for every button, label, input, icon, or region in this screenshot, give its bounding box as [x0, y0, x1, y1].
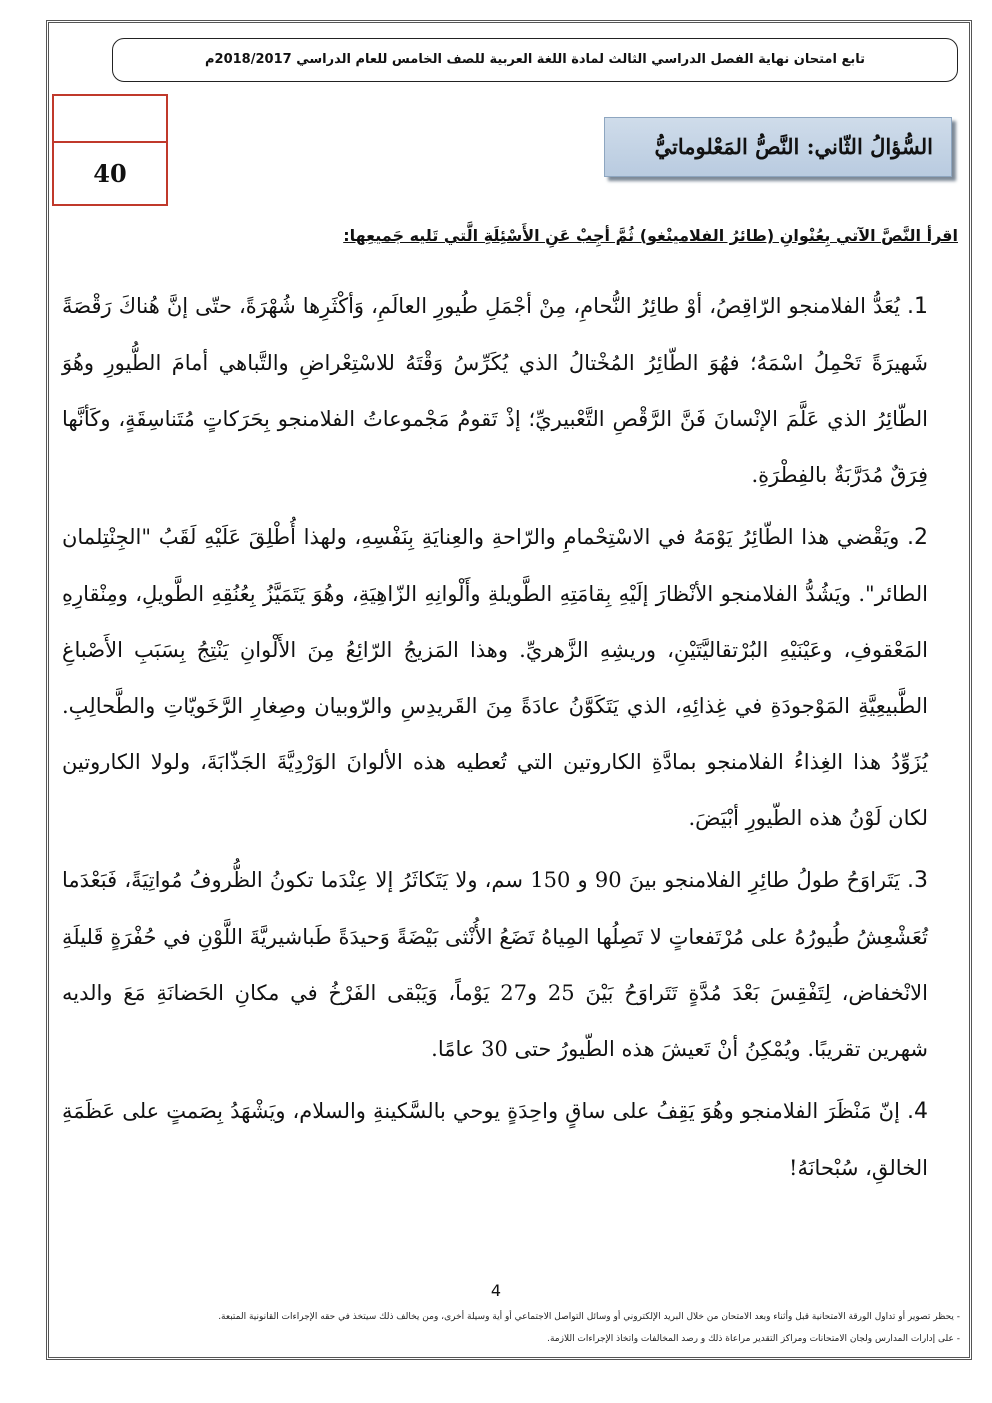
paragraph-number: 2.	[906, 525, 928, 550]
score-max: 40	[93, 159, 127, 188]
score-box-divider	[54, 141, 166, 143]
paragraph-text: ويَقْضي هذا الطّائِرُ يَوْمَهُ في الاسْتِحْمامِ والرّاحةِ والعِنايَةِ بِنَفْسِهِ، ولهذا أُطْلِقَ عَلَيْهِ لَقَبُ "الجِنْتِلمان الطائر". ويَشُدُّ الفلامنجو الأنْظارَ إلَيْهِ بِقامَتِهِ الطَّويلةِ وأَلْوانِهِ الزّاهِيَةِ، وهُوَ يَتَمَيَّزُ بِعُنُقِهِ الطَّويلِ، ومِنْقارِهِ المَعْقوفِ، وعَيْنَيْهِ البُرْتقاليَّتَيْنِ، وريشِهِ الزَّهريِّ. وهذا المَزيجُ الرّائِعُ مِنَ الأَلْوانِ يَنْتِجُ بِسَبَبِ الأَصْباغِ الطَّبيعِيَّةِ المَوْجودَةِ في غِذائِهِ، الذي يَتَكَوَّنُ عادَةً مِنَ القَريدِسِ والرّوبيان وصِغارِ الرَّخَويّاتِ والطَّحالِبِ. يُزَوِّدُ هذا الغِذاءُ الفلامنجو بمادَّةِ الكاروتين التي تُعطيه هذه الألوانَ الوَرْدِيَّةَ الجَذّابَةَ، ولولا الكاروتين لكان لَوْنُ هذه الطّيورِ أبْيَضَ.	[62, 525, 928, 830]
paragraph-text: يَتَراوَحُ طولُ طائِرِ الفلامنجو بينَ 90 و 150 سم، ولا يَتَكاثَرُ إلا عِنْدَما تكونُ الظُّروفُ مُواتِيَةً، فَبَعْدَما تُعَشْعِشُ طُيورُهُ على مُرْتَفعاتٍ لا تَصِلُها المِياهُ تَضَعُ الأُنْثى بَيْضَةً وَحيدَةً طَباشيريَّةَ اللَّوْنِ في حُفْرَةٍ قَليلَةِ الانْخفاض، لِتَفْقِسَ بَعْدَ مُدَّةٍ تَتَراوَحُ بَيْنَ 25 و27 يَوْماً، وَيَبْقى الفَرْخُ في مكانِ الحَضانَةِ مَعَ والديه شهرين تقريبًا. ويُمْكِنُ أنْ تَعيشَ هذه الطّيورُ حتى 30 عامًا.	[62, 868, 928, 1061]
paragraph-text: يُعَدُّ الفلامنجو الرّاقِصُ، أوْ طائِرُ النُّحامِ، مِنْ أجْمَلِ طُيورِ العالَمِ، وَأكْثَرِها شُهْرَةً، حتّى إنَّ هُناكَ رَقْصَةً شَهيرَةً تَحْمِلُ اسْمَهُ؛ فهُوَ الطّائِرُ المُخْتالُ الذي يُكَرِّسُ وَقْتَهُ للاسْتِعْراضِ والتَّباهي أمامَ الطُّيورِ وهُوَ الطّائِرُ الذي عَلَّمَ الإنْسانَ فَنَّ الرَّقْصِ التَّعْبيريِّ؛ إذْ تَقومُ مَجْموعاتُ الفلامنجو بِحَرَكاتٍ مُتَناسِقَةٍ، وكَأنَّها فِرَقٌ مُدَرَّبَةٌ بالفِطْرَةِ.	[62, 294, 928, 487]
paragraph-number: 3.	[907, 868, 928, 893]
paragraph-4	[62, 1083, 928, 1196]
score-box	[52, 94, 168, 206]
footer-note-1: - يحظر تصوير أو تداول الورقة الامتحانية قبل وأثناء وبعد الامتحان من خلال البريد الإلكتروني أو وسائل التواصل الاجتماعي أو أية وسيلة أخرى، ومن يخالف ذلك سيتخذ في حقه الإجراءات القانونية المتبعة.	[218, 1312, 960, 1322]
page-number: 4	[490, 1281, 502, 1300]
exam-header-title: تابع امتحان نهاية الفصل الدراسي الثالث لمادة اللغة العربية للصف الخامس للعام الدراسي 2018/2017م	[112, 38, 958, 82]
paragraph-number: 1.	[907, 294, 928, 319]
question-title: السُّؤالُ الثّاني: النَّصُّ المَعْلوماتيُّ	[604, 117, 952, 177]
question-instruction: اقرأ النَّصَّ الآتي بِعُنْوانِ (طائرُ الفلامينْغو) ثُمَّ أجِبْ عَنِ الأَسْئِلَةِ الَّتي تَليه جَميعِها:	[343, 226, 958, 245]
footer-notes	[150, 1306, 960, 1350]
paragraph-3	[62, 852, 928, 1077]
paragraph-1	[62, 278, 928, 503]
paragraph-text: إنّ مَنْظَرَ الفلامنجو وهُوَ يَقِفُ على ساقٍ واحِدَةٍ يوحي بالسَّكينةِ والسلام، ويَشْهَدُ بِصَمتٍ على عَظَمَةِ الخالقِ، سُبْحانَهُ!	[62, 1099, 928, 1180]
paragraph-number: 4.	[907, 1099, 928, 1124]
article-text	[62, 278, 928, 1202]
footer-note-2: - على إدارات المدارس ولجان الامتحانات ومراكز التقدير مراعاة ذلك و رصد المخالفات واتخاذ الإجراءات اللازمة.	[547, 1334, 960, 1344]
paragraph-2	[62, 509, 928, 846]
